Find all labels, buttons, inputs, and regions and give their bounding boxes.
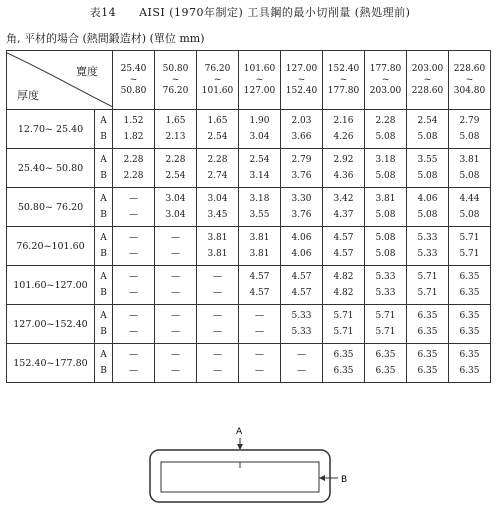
label-b: B: [341, 475, 348, 485]
table-cell: 5.71 5.71: [407, 266, 449, 305]
column-header: 25.40 ~ 50.80: [113, 51, 155, 110]
table-cell: — —: [197, 344, 239, 383]
ab-label: A B: [95, 149, 113, 188]
table-cell: 1.90 3.04: [239, 110, 281, 149]
table-cell: — —: [113, 266, 155, 305]
table-cell: 3.04 3.04: [155, 188, 197, 227]
column-header: 203.00 ~ 228.60: [407, 51, 449, 110]
table-cell: 2.79 5.08: [449, 110, 491, 149]
ab-label: A B: [95, 266, 113, 305]
table-cell: 4.44 5.08: [449, 188, 491, 227]
table-cell: — —: [239, 305, 281, 344]
table-cell: 3.18 3.55: [239, 188, 281, 227]
table-cell: — —: [197, 266, 239, 305]
column-header: 127.00 ~ 152.40: [281, 51, 323, 110]
table-cell: 3.81 3.81: [197, 227, 239, 266]
table-cell: 4.82 4.82: [323, 266, 365, 305]
table-cell: 3.42 4.37: [323, 188, 365, 227]
table-cell: — —: [113, 227, 155, 266]
table-cell: 2.16 4.26: [323, 110, 365, 149]
table-cell: 6.35 6.35: [449, 305, 491, 344]
column-header: 177.80 ~ 203.00: [365, 51, 407, 110]
table-cell: 6.35 6.35: [365, 344, 407, 383]
ab-label: A B: [95, 110, 113, 149]
table-cell: 2.28 2.54: [155, 149, 197, 188]
table-title: 表14 AISI (1970年制定) 工具鋼的最小切削量 (熱処理前): [89, 6, 411, 19]
table-cell: 2.54 3.14: [239, 149, 281, 188]
table-cell: 2.28 5.08: [365, 110, 407, 149]
table-cell: 5.08 5.08: [365, 227, 407, 266]
table-cell: — —: [155, 266, 197, 305]
ab-label: A B: [95, 227, 113, 266]
column-header: 101.60 ~ 127.00: [239, 51, 281, 110]
table-cell: 3.81 3.81: [239, 227, 281, 266]
table-cell: 6.35 6.35: [407, 305, 449, 344]
table-cell: — —: [281, 344, 323, 383]
table-cell: 2.28 2.74: [197, 149, 239, 188]
table-cell: 4.57 4.57: [323, 227, 365, 266]
table-cell: 5.71 5.71: [449, 227, 491, 266]
table-cell: 5.71 5.71: [323, 305, 365, 344]
table-cell: 4.57 4.57: [239, 266, 281, 305]
table-cell: 2.28 2.28: [113, 149, 155, 188]
thickness-range: 12.70~ 25.40: [7, 110, 95, 149]
column-header: 152.40 ~ 177.80: [323, 51, 365, 110]
table-cell: 6.35 6.35: [449, 266, 491, 305]
thickness-range: 25.40~ 50.80: [7, 149, 95, 188]
table-cell: 2.03 3.66: [281, 110, 323, 149]
table-cell: 3.04 3.45: [197, 188, 239, 227]
width-header-label: 寛度: [76, 65, 98, 78]
arrow-b-icon: [319, 475, 325, 481]
table-cell: 5.33 5.33: [407, 227, 449, 266]
table-cell: — —: [155, 344, 197, 383]
table-cell: 4.06 5.08: [407, 188, 449, 227]
table-subtitle: 角, 平材的場合 (熱間鍛造材) (單位 mm): [6, 32, 205, 45]
ab-label: A B: [95, 305, 113, 344]
table-cell: 1.65 2.13: [155, 110, 197, 149]
column-header: 50.80 ~ 76.20: [155, 51, 197, 110]
table-cell: 2.54 5.08: [407, 110, 449, 149]
column-header: 76.20 ~ 101.60: [197, 51, 239, 110]
table-cell: — —: [113, 344, 155, 383]
table-cell: — —: [155, 305, 197, 344]
table-cell: 5.33 5.33: [365, 266, 407, 305]
table-cell: — —: [113, 188, 155, 227]
ab-label: A B: [95, 344, 113, 383]
column-header: 228.60 ~ 304.80: [449, 51, 491, 110]
table-cell: 6.35 6.35: [323, 344, 365, 383]
table-cell: 4.57 4.57: [281, 266, 323, 305]
thickness-range: 101.60~127.00: [7, 266, 95, 305]
table-cell: 1.65 2.54: [197, 110, 239, 149]
thickness-range: 127.00~152.40: [7, 305, 95, 344]
table-cell: 2.92 4.36: [323, 149, 365, 188]
ab-label: A B: [95, 188, 113, 227]
table-cell: 6.35 6.35: [407, 344, 449, 383]
table-cell: 3.55 5.08: [407, 149, 449, 188]
table-cell: 3.30 3.76: [281, 188, 323, 227]
outer-outline: [150, 450, 330, 502]
table-cell: — —: [197, 305, 239, 344]
table-cell: 3.81 5.08: [449, 149, 491, 188]
table-cell: 1.52 1.82: [113, 110, 155, 149]
table-cell: 5.33 5.33: [281, 305, 323, 344]
table-cell: 6.35 6.35: [449, 344, 491, 383]
table-cell: 3.18 5.08: [365, 149, 407, 188]
thickness-range: 50.80~ 76.20: [7, 188, 95, 227]
thickness-range: 152.40~177.80: [7, 344, 95, 383]
label-a: A: [236, 427, 243, 437]
thickness-header-label: 厚度: [17, 89, 39, 102]
table-cell: 2.79 3.76: [281, 149, 323, 188]
table-cell: — —: [239, 344, 281, 383]
table-cell: 3.81 5.08: [365, 188, 407, 227]
arrow-a-icon: [237, 444, 243, 450]
table-cell: 5.71 5.71: [365, 305, 407, 344]
thickness-range: 76.20~101.60: [7, 227, 95, 266]
table-cell: 4.06 4.06: [281, 227, 323, 266]
table-cell: — —: [113, 305, 155, 344]
table-cell: — —: [155, 227, 197, 266]
